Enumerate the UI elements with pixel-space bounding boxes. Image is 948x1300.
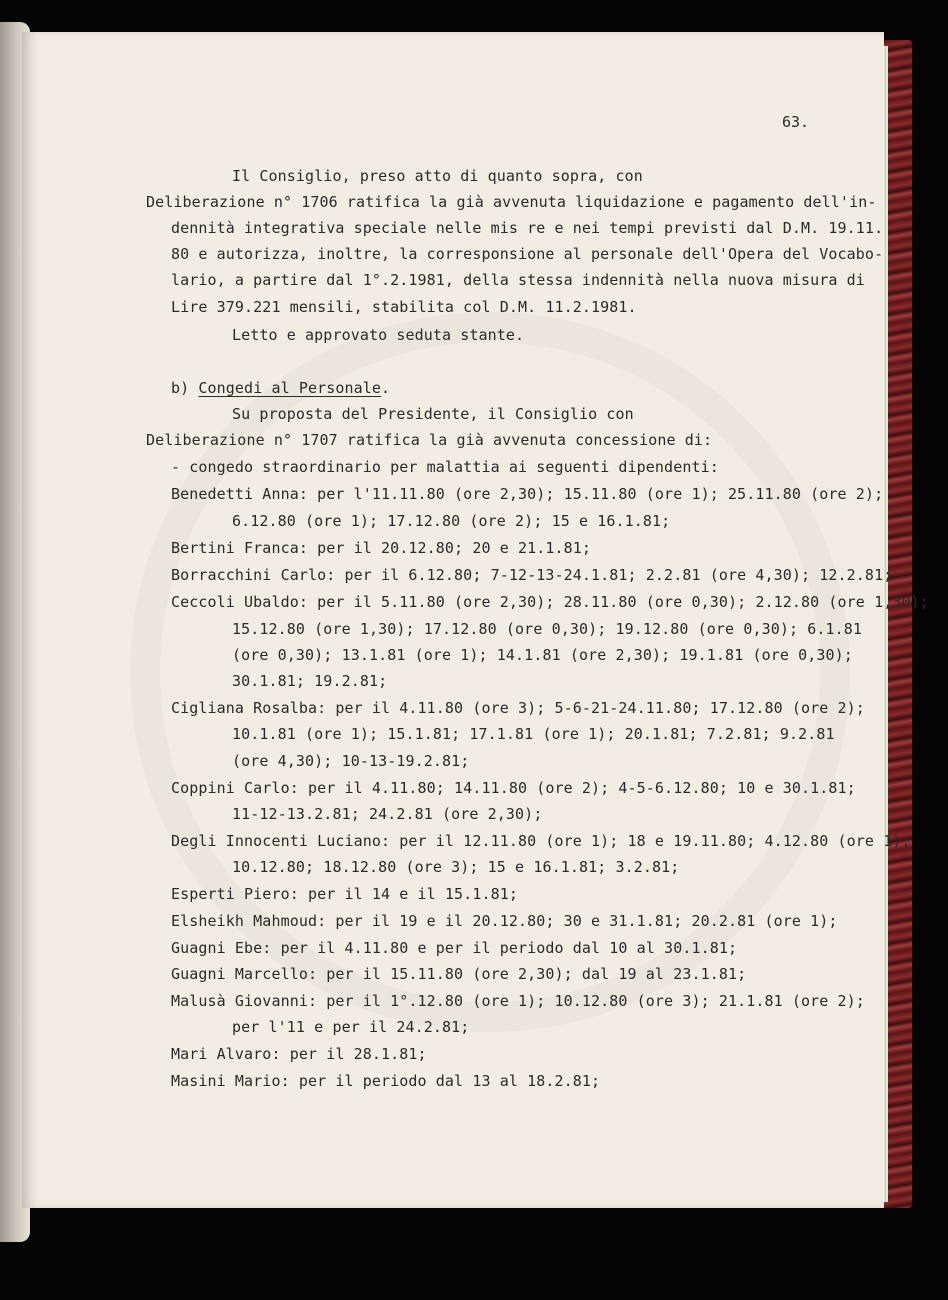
paragraph-line: lario, a partire dal 1°.2.1981, della stessa indennità nella nuova misura di	[171, 271, 865, 289]
paragraph-line: Deliberazione n° 1706 ratifica la già avvenuta liquidazione e pagamento dell'in-	[146, 193, 877, 211]
entry-line: Bertini Franca: per il 20.12.80; 20 e 21.1.81;	[171, 539, 592, 557]
entry-line: Guagni Ebe: per il 4.11.80 e per il periodo dal 10 al 30.1.81;	[171, 939, 738, 957]
paragraph-line: dennità integrativa speciale nelle mis re e nei tempi previsti dal D.M. 19.11.	[171, 219, 884, 237]
entry-line: 15.12.80 (ore 1,30); 17.12.80 (ore 0,30); 19.12.80 (ore 0,30); 6.1.81	[232, 620, 863, 638]
entry-line: Degli Innocenti Luciano: per il 12.11.80 (ore 1); 18 e 19.11.80; 4.12.80 (ore 1);	[171, 832, 911, 850]
section-prefix: b)	[171, 379, 199, 397]
entry-line: (ore 4,30); 10-13-19.2.81;	[232, 752, 470, 770]
paragraph-line: Il Consiglio, preso atto di quanto sopra, con	[232, 167, 643, 185]
entry-line: 30.1.81; 19.2.81;	[232, 672, 388, 690]
entry-line: Coppini Carlo: per il 4.11.80; 14.11.80 (ore 2); 4-5-6.12.80; 10 e 30.1.81;	[171, 779, 856, 797]
entry-line: Cigliana Rosalba: per il 4.11.80 (ore 3); 5-6-21-24.11.80; 17.12.80 (ore 2);	[171, 699, 865, 717]
section-title: Congedi al Personale	[198, 379, 382, 397]
paragraph-line: 80 e autorizza, inoltre, la corresponsione al personale dell'Opera del Vocabo-	[171, 245, 884, 263]
entry-line: per l'11 e per il 24.2.81;	[232, 1018, 470, 1036]
paragraph-line: - congedo straordinario per malattia ai seguenti dipendenti:	[171, 458, 719, 476]
section-heading	[171, 379, 390, 397]
paragraph-line: Letto e approvato seduta stante.	[232, 326, 525, 344]
entry-line: Esperti Piero: per il 14 e il 15.1.81;	[171, 885, 518, 903]
entry-line: 10.1.81 (ore 1); 15.1.81; 17.1.81 (ore 1); 20.1.81; 7.2.81; 9.2.81	[232, 725, 835, 743]
entry-line: Borracchini Carlo: per il 6.12.80; 7-12-13-24.1.81; 2.2.81 (ore 4,30); 12.2.81;	[171, 566, 893, 584]
entry-line: Elsheikh Mahmoud: per il 19 e il 20.12.80; 30 e 31.1.81; 20.2.81 (ore 1);	[171, 912, 838, 930]
right-book-cover	[884, 40, 912, 1208]
entry-line: 6.12.80 (ore 1); 17.12.80 (ore 2); 15 e 16.1.81;	[232, 512, 671, 530]
entry-line: Benedetti Anna: per l'11.11.80 (ore 2,30); 15.11.80 (ore 1); 25.11.80 (ore 2);	[171, 485, 884, 503]
entry-line: 10.12.80; 18.12.80 (ore 3); 15 e 16.1.81; 3.2.81;	[232, 858, 680, 876]
entry-line: Mari Alvaro: per il 28.1.81;	[171, 1045, 427, 1063]
entry-line: (ore 0,30); 13.1.81 (ore 1); 14.1.81 (ore 2,30); 19.1.81 (ore 0,30);	[232, 646, 853, 664]
section-suffix: .	[381, 379, 391, 397]
entry-line: Masini Mario: per il periodo dal 13 al 18.2.81;	[171, 1072, 601, 1090]
entry-line: Guagni Marcello: per il 15.11.80 (ore 2,30); dal 19 al 23.1.81;	[171, 965, 747, 983]
entry-line: Ceccoli Ubaldo: per il 5.11.80 (ore 2,30); 28.11.80 (ore 0,30); 2.12.80 (ore 1,30);	[171, 593, 929, 611]
paragraph-line: Lire 379.221 mensili, stabilita col D.M. 11.2.1981.	[171, 298, 637, 316]
paragraph-line: Deliberazione n° 1707 ratifica la già avvenuta concessione di:	[146, 431, 713, 449]
entry-line: 11-12-13.2.81; 24.2.81 (ore 2,30);	[232, 805, 543, 823]
paragraph-line: Su proposta del Presidente, il Consiglio con	[232, 405, 634, 423]
page-number: 63.	[782, 113, 810, 131]
entry-line: Malusà Giovanni: per il 1°.12.80 (ore 1); 10.12.80 (ore 3); 21.1.81 (ore 2);	[171, 992, 865, 1010]
